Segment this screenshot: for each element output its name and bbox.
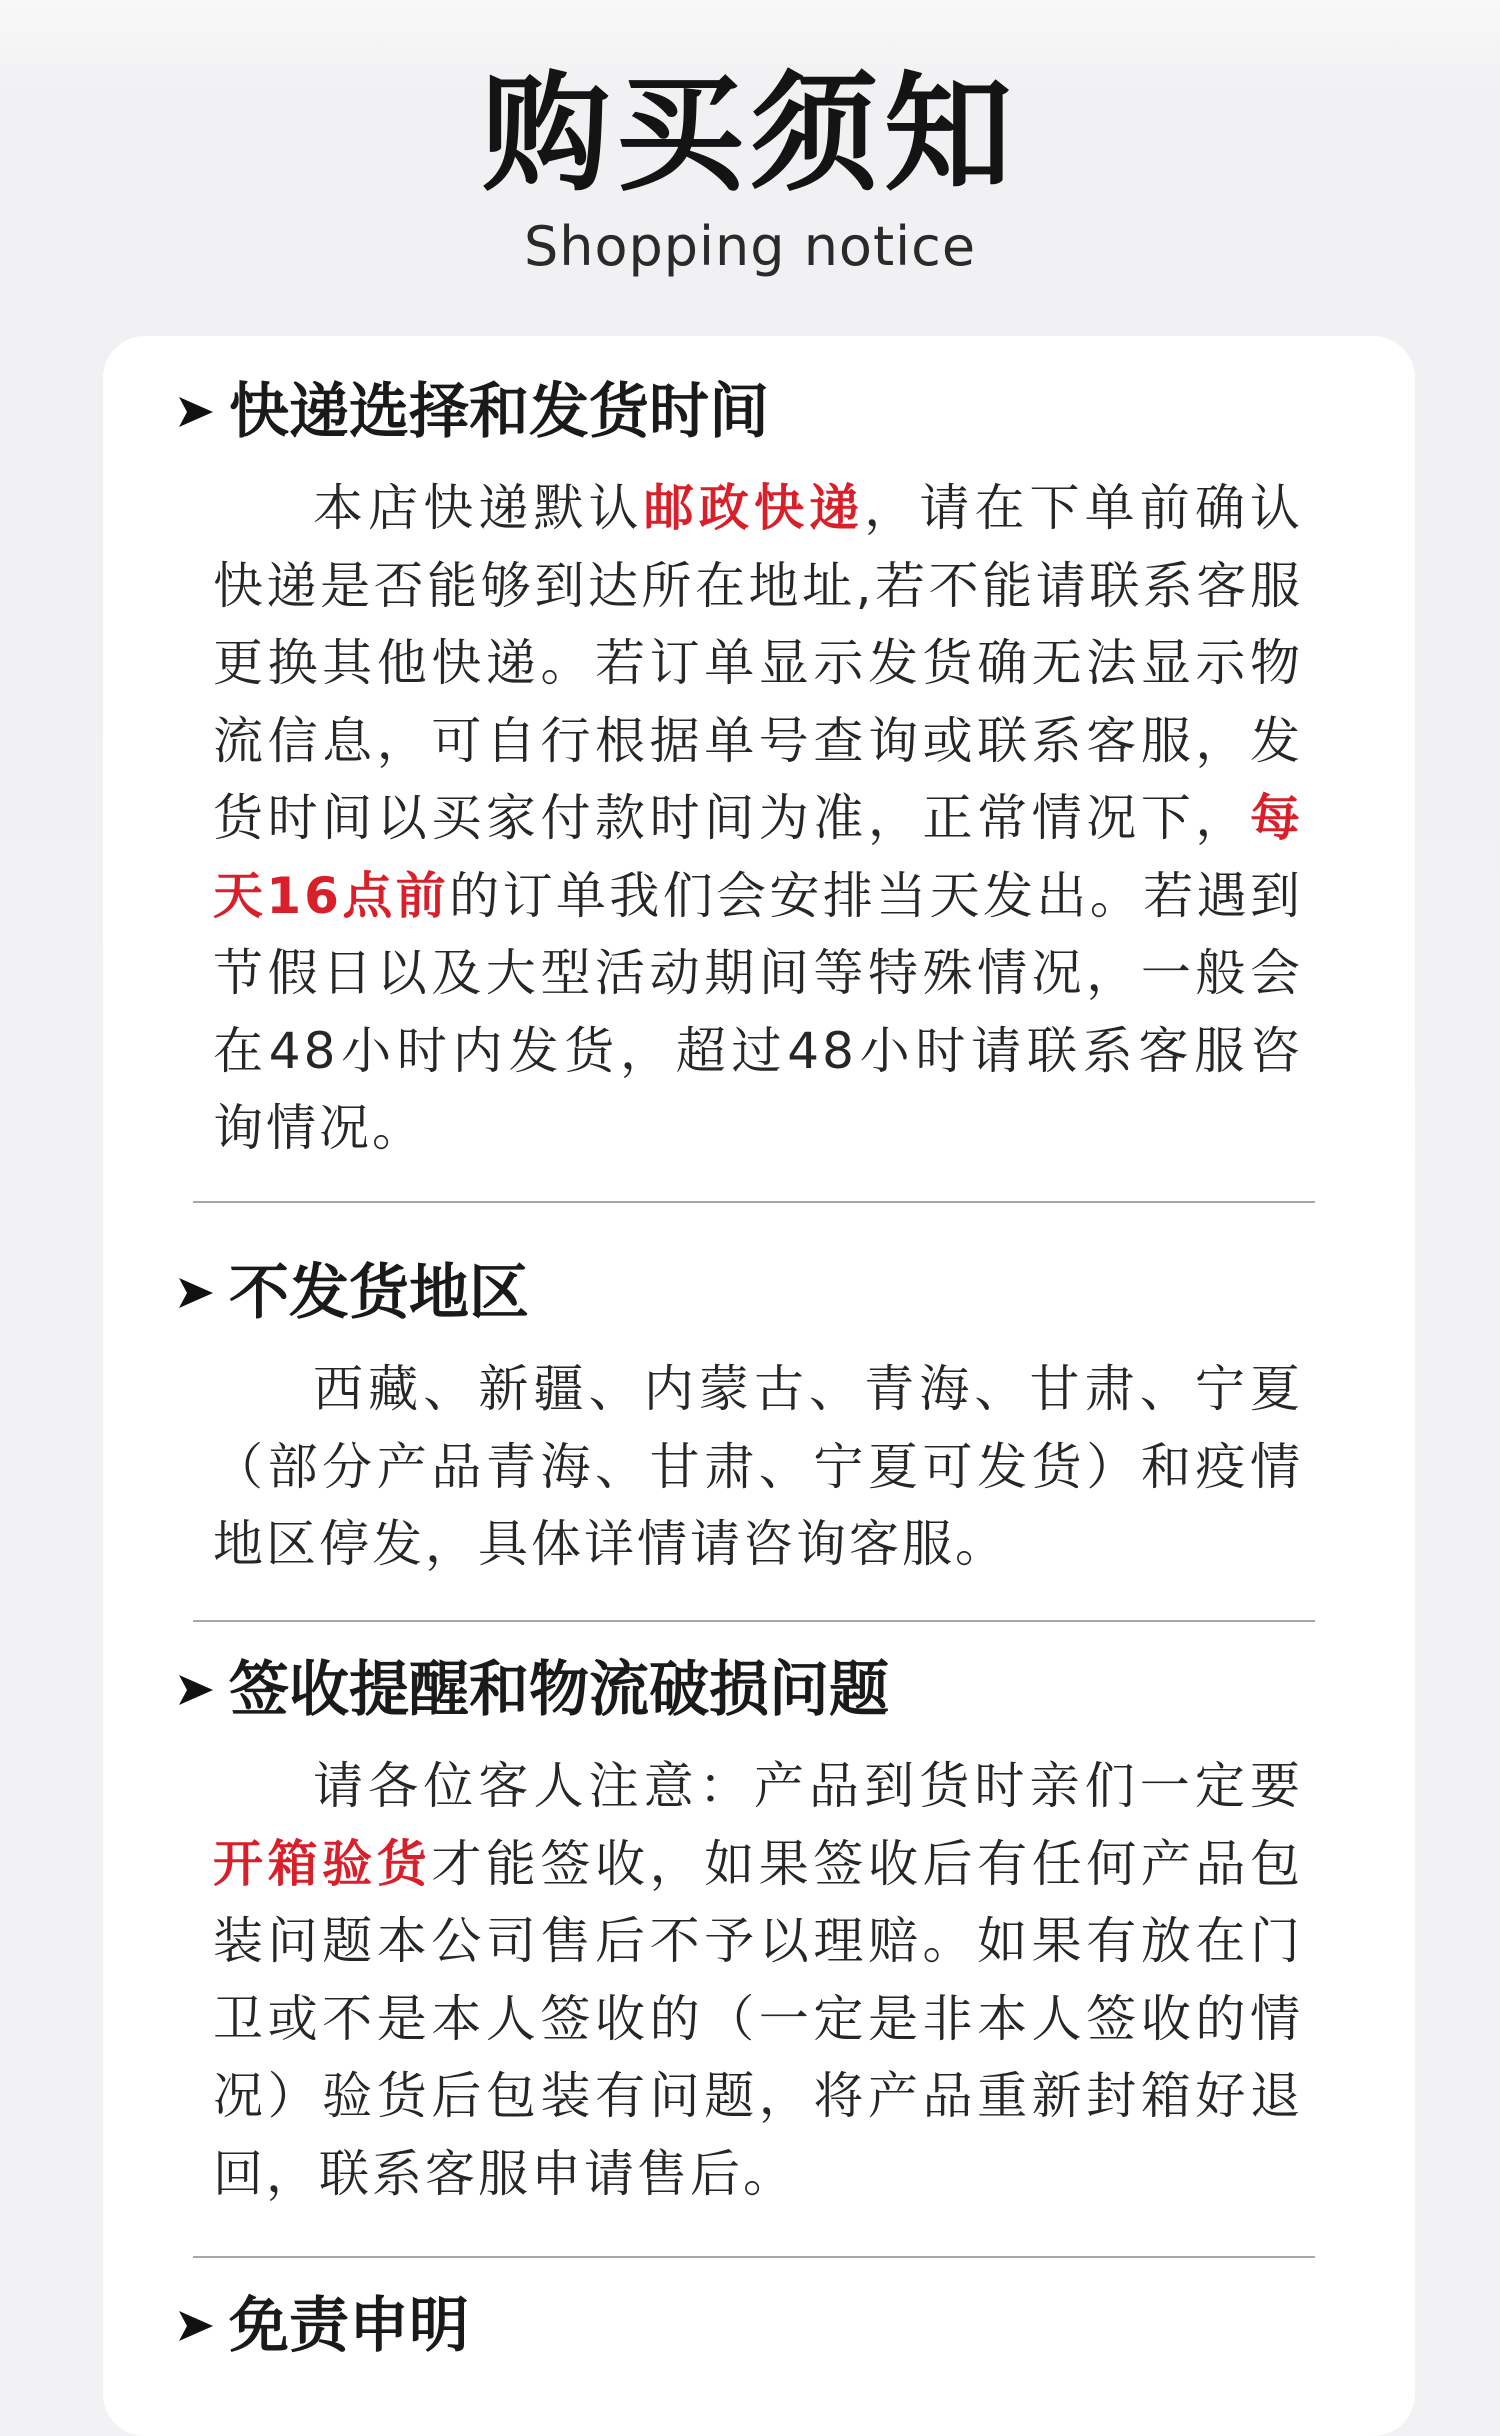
section-divider [193,1201,1315,1203]
chevron-right-icon [173,389,219,435]
section-body [173,1351,1313,1584]
section-body [173,1748,1313,2213]
section-heading [173,1650,1313,1730]
highlight-text: 每天16点前 [213,789,1303,925]
chevron-right-icon [173,1270,219,1316]
body-text: 才能签收，如果签收后有任何产品包装问题本公司售后不予以理赔。如果有放在门卫或不是本人签收的（一定是非本人签收的情况）验货后包装有问题，将产品重新封箱好退回，联系客服申请售后。 [213,1834,1304,2203]
section-title: 快递选择和发货时间 [229,377,769,447]
section-divider [193,1620,1315,1622]
section-title: 签收提醒和物流破损问题 [229,1655,889,1725]
section-heading [173,1253,1313,1333]
chevron-right-icon [173,2303,219,2349]
section-signing-damage [173,1650,1313,2213]
section-body [173,470,1313,1168]
highlight-text: 开箱验货 [213,1834,432,1893]
section-no-delivery-areas [173,1253,1313,1584]
section-title: 免责申明 [229,2291,469,2361]
body-text: ，请在下单前确认快递是否能够到达所在地址,若不能请联系客服更换其他快递。若订单显示发货确无法显示物流信息，可自行根据单号查询或联系客服，发货时间以买家付款时间为准，正常情况下， [213,479,1304,847]
section-heading [173,2286,1313,2366]
body-text: 本店快递默认 [313,479,644,537]
section-disclaimer [173,2286,1313,2366]
notice-card [103,336,1415,2436]
body-text: 西藏、新疆、内蒙古、青海、甘肃、宁夏（部分产品青海、甘肃、宁夏可发货）和疫情地区停发，具体详情请咨询客服。 [213,1360,1303,1573]
section-heading [173,372,1313,452]
highlight-text: 邮政快递 [643,479,865,537]
page-header [0,60,1500,282]
page-title: 购买须知 [481,60,1018,209]
page-subtitle: Shopping notice [523,215,977,278]
body-text: 请各位客人注意：产品到货时亲们一定要 [313,1757,1303,1815]
section-divider [193,2256,1315,2258]
section-title: 不发货地区 [229,1258,529,1328]
body-text: 的订单我们会安排当天发出。若遇到节假日以及大型活动期间等特殊情况，一般会在48小时内发货，超过48小时请联系客服咨询情况。 [213,866,1303,1157]
chevron-right-icon [173,1667,219,1713]
section-shipping-time [173,372,1313,1168]
